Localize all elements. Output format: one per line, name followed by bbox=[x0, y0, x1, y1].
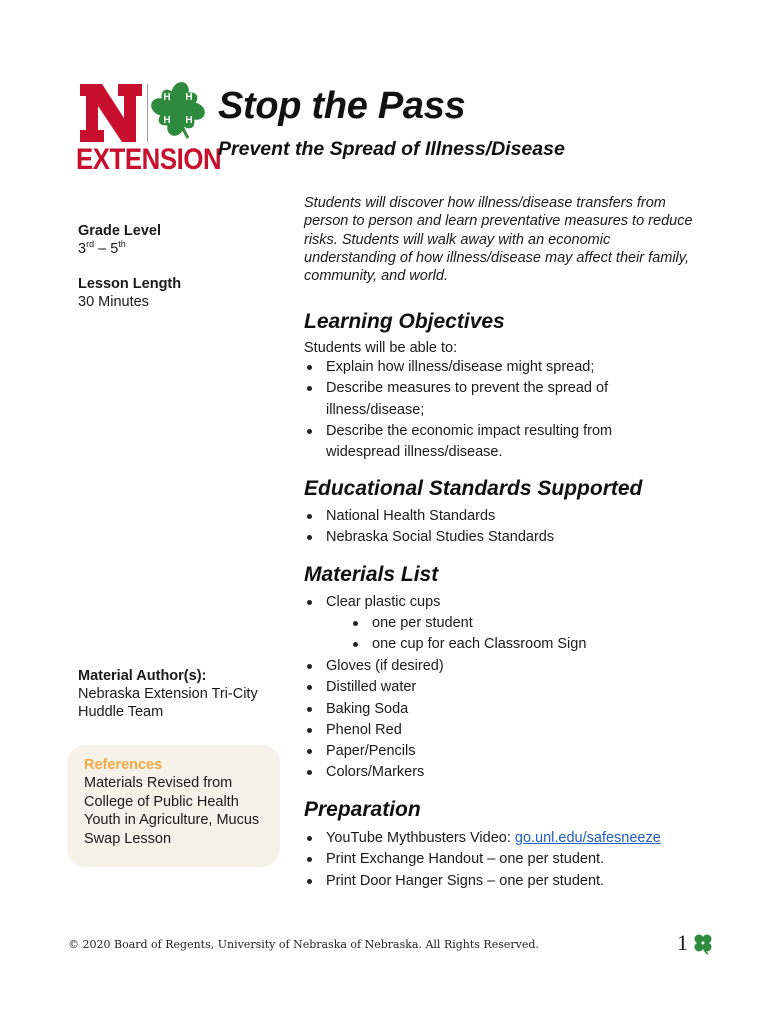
copyright-footer: © 2020 Board of Regents, University of Nebraska of Nebraska. All Rights Reserved. bbox=[68, 938, 539, 951]
four-h-clover-icon bbox=[693, 933, 713, 955]
preparation-list bbox=[304, 828, 724, 892]
author-value: Nebraska Extension Tri-City Huddle Team bbox=[78, 686, 258, 720]
standards-list bbox=[304, 506, 704, 549]
lesson-length-label: Lesson Length bbox=[78, 276, 182, 292]
svg-text:H: H bbox=[163, 115, 171, 126]
page-subtitle: Prevent the Spread of Illness/Disease bbox=[218, 138, 565, 160]
references-title: References bbox=[84, 757, 163, 773]
list-item: Distilled water bbox=[304, 677, 704, 698]
materials-heading: Materials List bbox=[304, 563, 439, 586]
list-item: National Health Standards bbox=[304, 506, 704, 527]
objectives-heading: Learning Objectives bbox=[304, 310, 505, 333]
grade-level-value: 3rd – 5th bbox=[78, 239, 126, 257]
lesson-intro: Students will discover how illness/disease transfers from person to person and learn preventative measures to reduce risks. Students will walk away with an economic understanding of how illness/disease may affect their family, community, and world. bbox=[304, 195, 693, 285]
list-item: Explain how illness/disease might spread; bbox=[304, 357, 649, 378]
list-item: Describe the economic impact resulting from widespread illness/disease. bbox=[304, 421, 649, 464]
objectives-list bbox=[304, 357, 649, 463]
nebraska-n-icon bbox=[78, 82, 144, 144]
references-text: Materials Revised from College of Public Health Youth in Agriculture, Mucus Swap Lesson bbox=[84, 775, 260, 847]
grade-level-label: Grade Level bbox=[78, 223, 162, 239]
objectives-lead: Students will be able to: bbox=[304, 340, 458, 356]
page-number: 1 bbox=[677, 930, 688, 955]
materials-list-rest bbox=[304, 656, 704, 784]
lesson-length-value: 30 Minutes bbox=[78, 294, 149, 310]
materials-sub-list bbox=[304, 613, 704, 656]
list-item: YouTube Mythbusters Video: go.unl.edu/safesneeze bbox=[304, 828, 724, 849]
list-item: Clear plastic cups bbox=[304, 592, 704, 613]
standards-heading: Educational Standards Supported bbox=[304, 477, 643, 500]
list-item: Gloves (if desired) bbox=[304, 656, 704, 677]
author-label: Material Author(s): bbox=[78, 668, 207, 684]
list-item: Baking Soda bbox=[304, 699, 704, 720]
preparation-heading: Preparation bbox=[304, 798, 421, 821]
list-item: Print Exchange Handout – one per student. bbox=[304, 849, 724, 870]
svg-text:H: H bbox=[163, 92, 171, 103]
four-h-clover-icon bbox=[150, 82, 206, 140]
svg-text:H: H bbox=[185, 115, 193, 126]
svg-text:H: H bbox=[185, 92, 193, 103]
logo-divider bbox=[147, 84, 148, 142]
video-link[interactable]: go.unl.edu/safesneeze bbox=[514, 830, 661, 846]
list-item: Paper/Pencils bbox=[304, 741, 704, 762]
list-item: one cup for each Classroom Sign bbox=[304, 634, 704, 655]
list-item: Describe measures to prevent the spread of illness/disease; bbox=[304, 378, 649, 421]
list-item: one per student bbox=[304, 613, 704, 634]
page-title: Stop the Pass bbox=[218, 85, 466, 127]
list-item: Colors/Markers bbox=[304, 762, 704, 783]
materials-list bbox=[304, 592, 704, 613]
list-item: Phenol Red bbox=[304, 720, 704, 741]
extension-wordmark: EXTENSION bbox=[76, 143, 222, 176]
list-item: Print Door Hanger Signs – one per student. bbox=[304, 871, 724, 892]
list-item: Nebraska Social Studies Standards bbox=[304, 527, 704, 548]
